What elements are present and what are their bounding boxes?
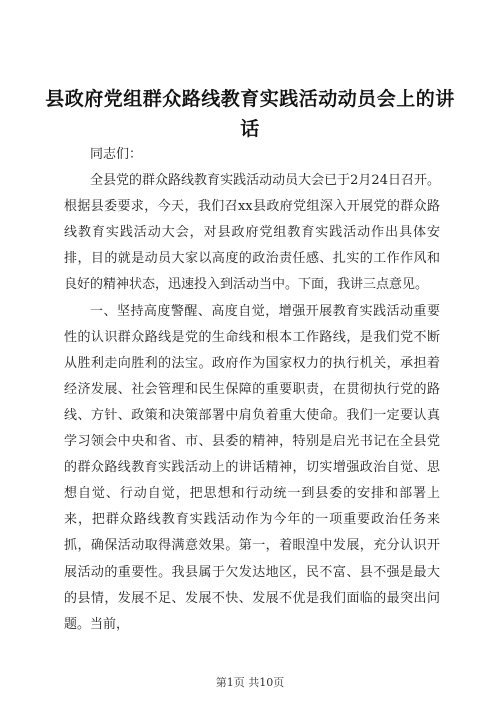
paragraph-intro: 全县党的群众路线教育实践活动动员大会已于2月24日召开。根据县委要求，今天，我们召xx县政府党组深入开展党的群众路线教育实践活动大会，对县政府党组教育实践活动作出具体安排，目的就是动员大家以高度的政治责任感、扎实的工作作风和良好的精神状态，迅速投入到活动当中。下面，我讲三点意见。 (64, 173, 440, 293)
page-footer: 第1页 共10页 (215, 676, 285, 689)
document-body (64, 142, 440, 638)
paragraph-section-one: 一、坚持高度警醒、高度自觉，增强开展教育实践活动重要性的认识群众路线是党的生命线和根本工作路线，是我们党不断从胜利走向胜利的法宝。政府作为国家权力的执行机关，承担着经济发展、社会管理和民生保障的重要职责，在贯彻执行党的路线、方针、政策和决策部署中肩负着重大使命。我们一定要认真学习领会中央和省、市、县委的精神，特别是启光书记在全县党的群众路线教育实践活动上的讲话精神，切实增强政治自觉、思想自觉、行动自觉，把思想和行动统一到县委的安排和部署上来，把群众路线教育实践活动作为今年的一项重要政治任务来抓，确保活动取得满意效果。第一，着眼湟中发展，充分认识开展活动的重要性。我县属于欠发达地区，民不富、县不强是最大的县情，发展不足、发展不快、发展不优是我们面临的最突出问题。当前， (64, 303, 440, 632)
salutation: 同志们： (90, 147, 143, 162)
document-title: 县政府党组群众路线教育实践活动动员会上的讲话 (45, 88, 455, 140)
